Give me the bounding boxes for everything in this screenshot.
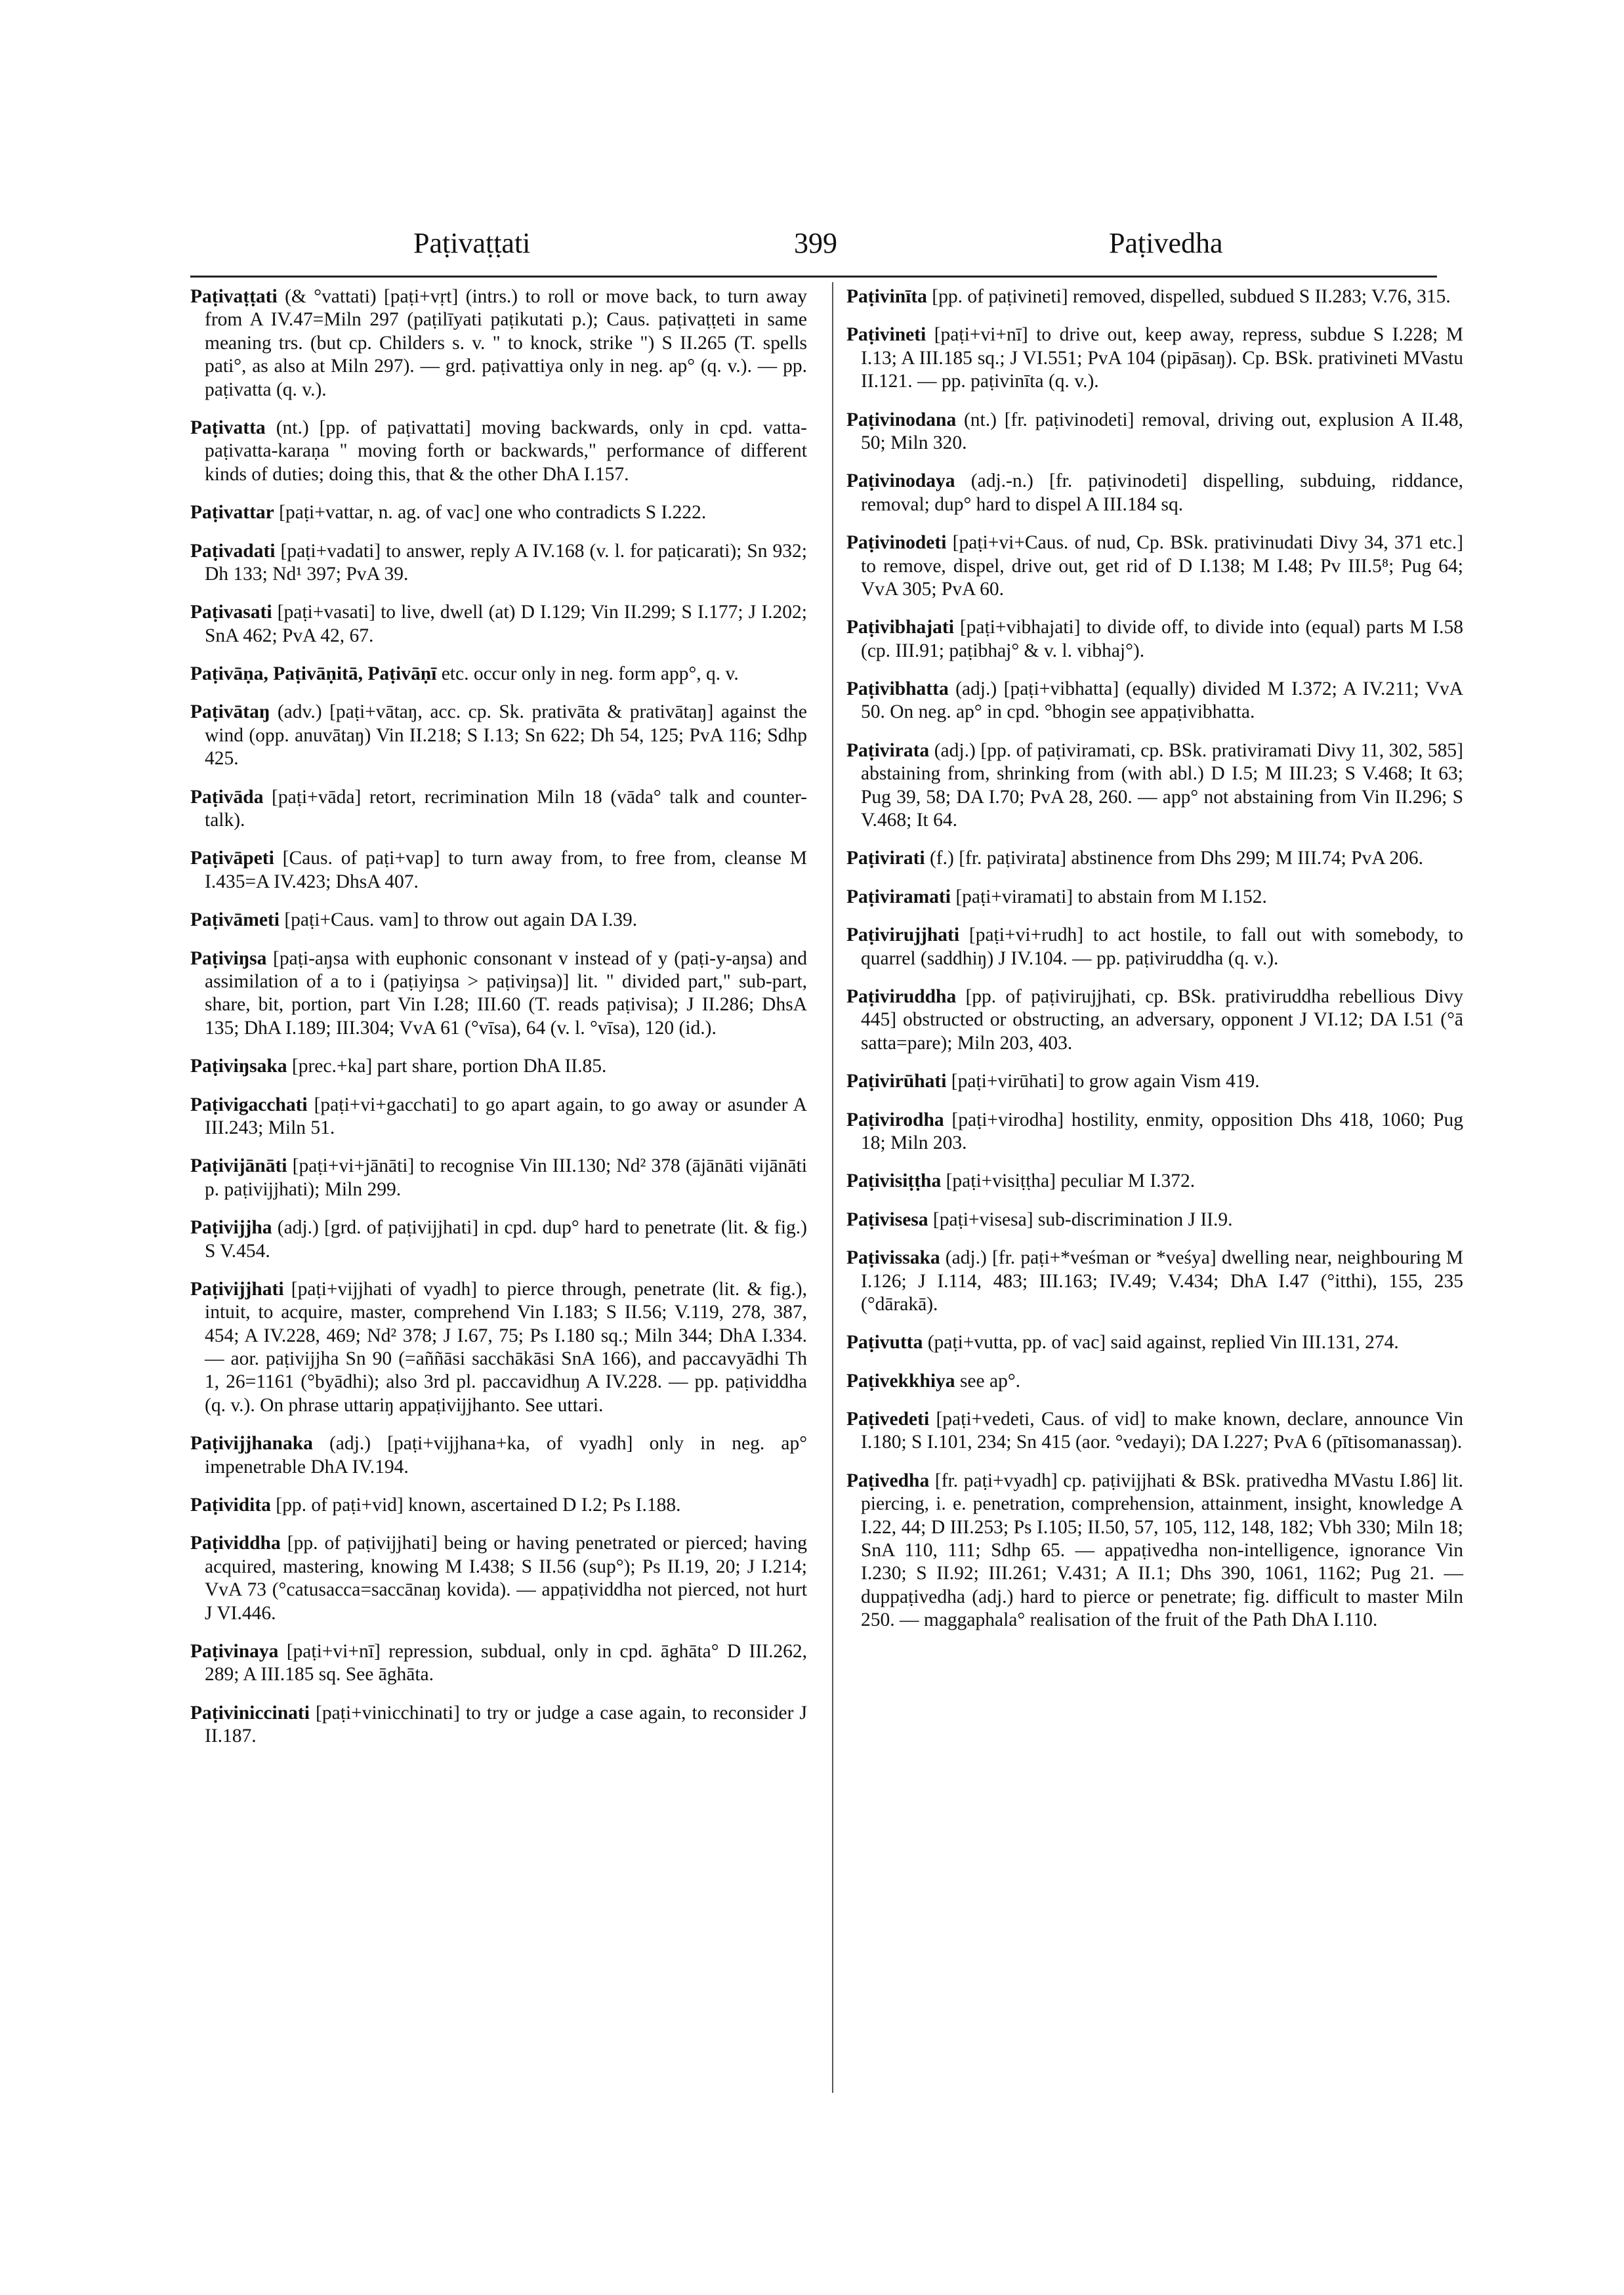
dictionary-entry bbox=[190, 1216, 807, 1263]
headword: Paṭivedeti bbox=[846, 1409, 930, 1430]
headword: Paṭivattar bbox=[190, 502, 274, 524]
dictionary-entry bbox=[846, 1408, 1463, 1455]
dictionary-entry bbox=[190, 1055, 807, 1078]
dictionary-entry bbox=[846, 409, 1463, 455]
dictionary-entry bbox=[846, 678, 1463, 724]
page-number: 399 bbox=[794, 227, 837, 259]
headword: Paṭivadati bbox=[190, 540, 276, 562]
definition: [paṭi+visesa] sub-discrimination J II.9. bbox=[928, 1209, 1233, 1230]
definition: [paṭi+vibhajati] to divide off, to divide into (equal) parts M I.58 (cp. III.91; paṭibhaj° & v. l. vibhaj°). bbox=[861, 617, 1463, 661]
definition: (nt.) [pp. of paṭivattati] moving backwards, only in cpd. vatta-paṭivatta-karaṇa " moving forth or backwards," performance of different kinds of duties; doing this, that & the other DhA I.157. bbox=[205, 417, 807, 485]
headword: Paṭivaṭṭati bbox=[190, 286, 278, 307]
definition: (adj.) [paṭi+vijjhana+ka, of vyadh] only in neg. ap° impenetrable DhA IV.194. bbox=[205, 1433, 807, 1478]
headword: Paṭivinodana bbox=[846, 409, 957, 430]
dictionary-entry bbox=[190, 1532, 807, 1625]
dictionary-entry bbox=[846, 1109, 1463, 1155]
headword: Paṭivāṇa, Paṭivāṇitā, Paṭivāṇī bbox=[190, 663, 437, 685]
definition: [paṭi+visiṭṭha] peculiar M I.372. bbox=[941, 1170, 1196, 1192]
dictionary-entry bbox=[846, 886, 1463, 909]
header-rule bbox=[190, 276, 1437, 278]
definition: (adj.) [grd. of paṭivijjhati] in cpd. dup° hard to penetrate (lit. & fig.) S V.454. bbox=[205, 1217, 807, 1262]
dictionary-entry bbox=[190, 1702, 807, 1748]
definition: (f.) [fr. paṭivirata] abstinence from Dhs 299; M III.74; PvA 206. bbox=[925, 848, 1424, 869]
definition: [paṭi+vāda] retort, recrimination Miln 18 (vāda° talk and counter-talk). bbox=[205, 786, 807, 831]
column-divider bbox=[832, 282, 833, 2093]
headword: Paṭivirati bbox=[846, 848, 925, 869]
definition: [paṭi-aŋsa with euphonic consonant v instead of y (paṭi-y-aŋsa) and assimilation of a to i (paṭiyiŋsa > paṭiviŋsa)] lit. " divided part," sub-part, share, bit, portion, part Vin I.28; III.60 (T. reads paṭivisa); J II.286; DhsA 135; DhA I.189; III.304; VvA 61 (°vīsa), 64 (v. l. °vīsa), 120 (id.). bbox=[205, 947, 807, 1039]
definition: [paṭi+vi+gacchati] to go apart again, to go away or asunder A III.243; Miln 51. bbox=[205, 1094, 807, 1138]
definition: [paṭi+vijjhati of vyadh] to pierce through, penetrate (lit. & fig.), intuit, to acquire, master, comprehend Vin I.183; S II.56; V.119, 278, 387, 454; A IV.228, 469; Nd² 378; J I.67, 75; Ps I.180 sq.; Miln 344; DhA I.334. — aor. paṭivijjha Sn 90 (=aññāsi sacchākāsi SnA 166), and paccavyādhi Th 1, 26=1161 (°byādhi); also 3rd pl. paccavidhuŋ A IV.228. — pp. paṭividdha (q. v.). On phrase uttariŋ appaṭivijjhanto. See uttari. bbox=[205, 1278, 807, 1416]
left-column bbox=[190, 285, 807, 1764]
dictionary-entry bbox=[190, 701, 807, 770]
dictionary-entry bbox=[190, 417, 807, 486]
headword: Paṭivinodaya bbox=[846, 470, 955, 492]
dictionary-entry bbox=[190, 1155, 807, 1201]
headword: Paṭivisiṭṭha bbox=[846, 1170, 942, 1192]
dictionary-entry bbox=[846, 1331, 1463, 1354]
dictionary-entry bbox=[190, 663, 807, 686]
headword: Paṭivibhajati bbox=[846, 617, 954, 638]
dictionary-entry bbox=[190, 540, 807, 587]
definition: see ap°. bbox=[955, 1370, 1020, 1392]
definition: (adj.) [pp. of paṭiviramati, cp. BSk. prativiramati Divy 11, 302, 585] abstaining from, shrinking from (with abl.) D I.5; M III.23; S V.468; It 63; Pug 39, 58; DA I.70; PvA 28, 260. — app° not abstaining from Vin II.296; S V.468; It 64. bbox=[861, 739, 1463, 831]
headword: Paṭivinīta bbox=[846, 286, 927, 307]
definition: (& °vattati) [paṭi+vṛt] (intrs.) to roll or move back, to turn away from A IV.47=Miln 297 (paṭilīyati paṭikutati p.); Caus. paṭivaṭṭeti in same meaning trs. (but cp. Childers s. v. " to knock, strike ") S II.265 (T. spells pati°, as also at Miln 297). — grd. paṭivattiya only in neg. ap° (q. v.). — pp. paṭivatta (q. v.). bbox=[205, 286, 807, 400]
headword: Paṭiviramati bbox=[846, 886, 951, 907]
definition: [paṭi+vedeti, Caus. of vid] to make known, declare, announce Vin I.180; S I.101, 234; Sn 415 (aor. °vedayi); DA I.227; PvA 6 (pītisomanassaŋ). bbox=[861, 1409, 1463, 1453]
headword: Paṭivijjhanaka bbox=[190, 1433, 313, 1455]
headword: Paṭiviniccinati bbox=[190, 1702, 310, 1724]
headword: Paṭivinaya bbox=[190, 1640, 279, 1662]
headword: Paṭivissaka bbox=[846, 1247, 940, 1269]
definition: [paṭi+vadati] to answer, reply A IV.168 (v. l. for paṭicarati); Sn 932; Dh 133; Nd¹ 397; PvA 39. bbox=[205, 540, 807, 585]
definition: [paṭi+viramati] to abstain from M I.152. bbox=[950, 886, 1267, 907]
dictionary-entry bbox=[190, 1432, 807, 1479]
definition: [paṭi+virūhati] to grow again Vism 419. bbox=[946, 1071, 1260, 1092]
headword: Paṭivigacchati bbox=[190, 1094, 308, 1115]
dictionary-entry bbox=[846, 616, 1463, 663]
dictionary-entry bbox=[846, 739, 1463, 833]
definition: (adj.-n.) [fr. paṭivinodeti] dispelling, subduing, riddance, removal; dup° hard to dispel A III.184 sq. bbox=[861, 470, 1463, 515]
definition: (adv.) [paṭi+vātaŋ, acc. cp. Sk. prativāta & prativātaŋ] against the wind (opp. anuvātaŋ) Vin II.218; S I.13; Sn 622; Dh 54, 125; PvA 116; Sdhp 425. bbox=[205, 701, 807, 770]
headword: Paṭivinodeti bbox=[846, 532, 947, 554]
dictionary-entry bbox=[846, 1247, 1463, 1316]
definition: (paṭi+vutta, pp. of vac] said against, replied Vin III.131, 274. bbox=[923, 1332, 1399, 1354]
dictionary-entry bbox=[190, 847, 807, 894]
dictionary-entry bbox=[846, 285, 1463, 308]
definition: [paṭi+vi+nī] repression, subdual, only in cpd. āghāta° D III.262, 289; A III.185 sq. See āghāta. bbox=[205, 1640, 807, 1685]
dictionary-entry bbox=[846, 1070, 1463, 1093]
dictionary-entry bbox=[846, 1370, 1463, 1393]
headword: Paṭivāmeti bbox=[190, 909, 280, 931]
definition: [prec.+ka] part share, portion DhA II.85. bbox=[287, 1056, 607, 1077]
running-head-left: Paṭivaṭṭati bbox=[413, 227, 531, 259]
dictionary-entry bbox=[846, 847, 1463, 870]
definition: [pp. of paṭivineti] removed, dispelled, subdued S II.283; V.76, 315. bbox=[927, 286, 1451, 307]
definition: [paṭi+vi+Caus. of nud, Cp. BSk. prativinudati Divy 34, 371 etc.] to remove, dispel, drive out, get rid of D I.138; M I.48; Pv III.5⁸; Pug 64; VvA 305; PvA 60. bbox=[861, 532, 1463, 600]
dictionary-entry bbox=[190, 1094, 807, 1140]
definition: [paṭi+virodha] hostility, enmity, opposition Dhs 418, 1060; Pug 18; Miln 203. bbox=[861, 1109, 1463, 1153]
definition: [pp. of paṭi+vid] known, ascertained D I.2; Ps I.188. bbox=[270, 1495, 681, 1516]
definition: [paṭi+vasati] to live, dwell (at) D I.129; Vin II.299; S I.177; J I.202; SnA 462; PvA 42, 67. bbox=[205, 602, 807, 646]
headword: Paṭivātaŋ bbox=[190, 701, 270, 723]
dictionary-entry bbox=[190, 601, 807, 648]
dictionary-entry bbox=[190, 1494, 807, 1517]
headword: Paṭivāda bbox=[190, 786, 264, 808]
definition: [pp. of paṭivijjhati] being or having penetrated or pierced; having acquired, mastering, knowing M I.438; S II.56 (sup°); Ps II.19, 20; J I.214; VvA 73 (°catusacca=saccānaŋ kovida). — appaṭividdha not pierced, not hurt J VI.446. bbox=[205, 1533, 807, 1624]
definition: etc. occur only in neg. form app°, q. v. bbox=[436, 663, 739, 685]
headword: Paṭivijjhati bbox=[190, 1278, 284, 1300]
definition: [paṭi+vinicchinati] to try or judge a case again, to reconsider J II.187. bbox=[205, 1702, 807, 1747]
dictionary-entry bbox=[190, 909, 807, 932]
definition: (adj.) [fr. paṭi+*veśman or *veśya] dwelling near, neighbouring M I.126; J I.114, 483; III.163; IV.49; V.434; DhA I.47 (°itthi), 155, 235 (°dārakā). bbox=[861, 1247, 1463, 1315]
dictionary-entry bbox=[846, 1170, 1463, 1193]
headword: Paṭivineti bbox=[846, 324, 927, 346]
headword: Paṭivāpeti bbox=[190, 848, 274, 869]
dictionary-entry bbox=[846, 470, 1463, 516]
dictionary-entry bbox=[190, 1640, 807, 1687]
headword: Paṭivirujjhati bbox=[846, 924, 960, 946]
definition: [paṭi+vi+nī] to drive out, keep away, repress, subdue S I.228; M I.13; A III.185 sq.; J VI.551; PvA 104 (pipāsaŋ). Cp. BSk. prativineti MVastu II.121. — pp. paṭivinīta (q. v.). bbox=[861, 324, 1463, 392]
right-column bbox=[846, 285, 1463, 1647]
definition: [Caus. of paṭi+vap] to turn away from, to free from, cleanse M I.435=A IV.423; DhsA 407. bbox=[205, 848, 807, 892]
dictionary-entry bbox=[846, 1209, 1463, 1231]
running-head-right: Paṭivedha bbox=[1109, 227, 1223, 259]
dictionary-entry bbox=[846, 531, 1463, 601]
dictionary-entry bbox=[190, 285, 807, 402]
headword: Paṭivijjha bbox=[190, 1217, 272, 1239]
dictionary-entry bbox=[190, 786, 807, 833]
headword: Paṭivirūhati bbox=[846, 1071, 947, 1092]
headword: Paṭiviŋsa bbox=[190, 947, 267, 969]
headword: Paṭivutta bbox=[846, 1332, 923, 1354]
definition: (nt.) [fr. paṭivinodeti] removal, driving out, explusion A II.48, 50; Miln 320. bbox=[861, 409, 1463, 453]
definition: [fr. paṭi+vyadh] cp. paṭivijjhati & BSk. prativedha MVastu I.86] lit. piercing, i. e. penetration, comprehension, attainment, insight, knowledge A I.22, 44; D III.253; Ps I.105; II.50, 57, 105, 112, 148, 182; Vbh 330; Miln 18; SnA 110, 111; Sdhp 65. — appaṭivedha non-intelligence, ignorance Vin I.230; S II.92; III.261; V.431; A II.1; Dhs 390, 1061, 1162; Pug 21. — duppaṭivedha (adj.) hard to pierce or penetrate; fig. difficult to master Miln 250. — maggaphala° realisation of the fruit of the Path DhA I.110. bbox=[861, 1470, 1463, 1631]
headword: Paṭivisesa bbox=[846, 1209, 928, 1230]
headword: Paṭivedha bbox=[846, 1470, 930, 1491]
headword: Paṭiviruddha bbox=[846, 985, 957, 1007]
definition: [pp. of paṭivirujjhati, cp. BSk. prativiruddha rebellious Divy 445] obstructed or obstructing, an adversary, opponent J VI.12; DA I.51 (°ā satta=pare); Miln 203, 403. bbox=[861, 985, 1463, 1054]
definition: (adj.) [paṭi+vibhatta] (equally) divided M I.372; A IV.211; VvA 50. On neg. ap° in cpd. °bhogin see appaṭivibhatta. bbox=[861, 678, 1463, 723]
dictionary-entry bbox=[846, 985, 1463, 1055]
dictionary-entry bbox=[846, 323, 1463, 393]
dictionary-entry bbox=[190, 947, 807, 1041]
dictionary-entry bbox=[190, 1278, 807, 1417]
headword: Paṭividita bbox=[190, 1495, 271, 1516]
definition: [paṭi+Caus. vam] to throw out again DA I.39. bbox=[279, 909, 638, 931]
dictionary-entry bbox=[846, 1470, 1463, 1632]
definition: [paṭi+vattar, n. ag. of vac] one who contradicts S I.222. bbox=[274, 502, 707, 524]
definition: [paṭi+vi+rudh] to act hostile, to fall out with somebody, to quarrel (saddhiŋ) J IV.104. — pp. paṭiviruddha (q. v.). bbox=[861, 924, 1463, 969]
headword: Paṭiviŋsaka bbox=[190, 1056, 287, 1077]
headword: Paṭivasati bbox=[190, 602, 272, 623]
headword: Paṭivekkhiya bbox=[846, 1370, 955, 1392]
headword: Paṭivijānāti bbox=[190, 1155, 287, 1177]
headword: Paṭivatta bbox=[190, 417, 266, 438]
headword: Paṭivirodha bbox=[846, 1109, 944, 1130]
headword: Paṭividdha bbox=[190, 1533, 281, 1554]
dictionary-entry bbox=[190, 501, 807, 524]
definition: [paṭi+vi+jānāti] to recognise Vin III.130; Nd² 378 (ājānāti vijānāti p. paṭivijjhati); Miln 299. bbox=[205, 1155, 807, 1200]
headword: Paṭivirata bbox=[846, 739, 930, 761]
headword: Paṭivibhatta bbox=[846, 678, 949, 700]
dictionary-entry bbox=[846, 924, 1463, 970]
